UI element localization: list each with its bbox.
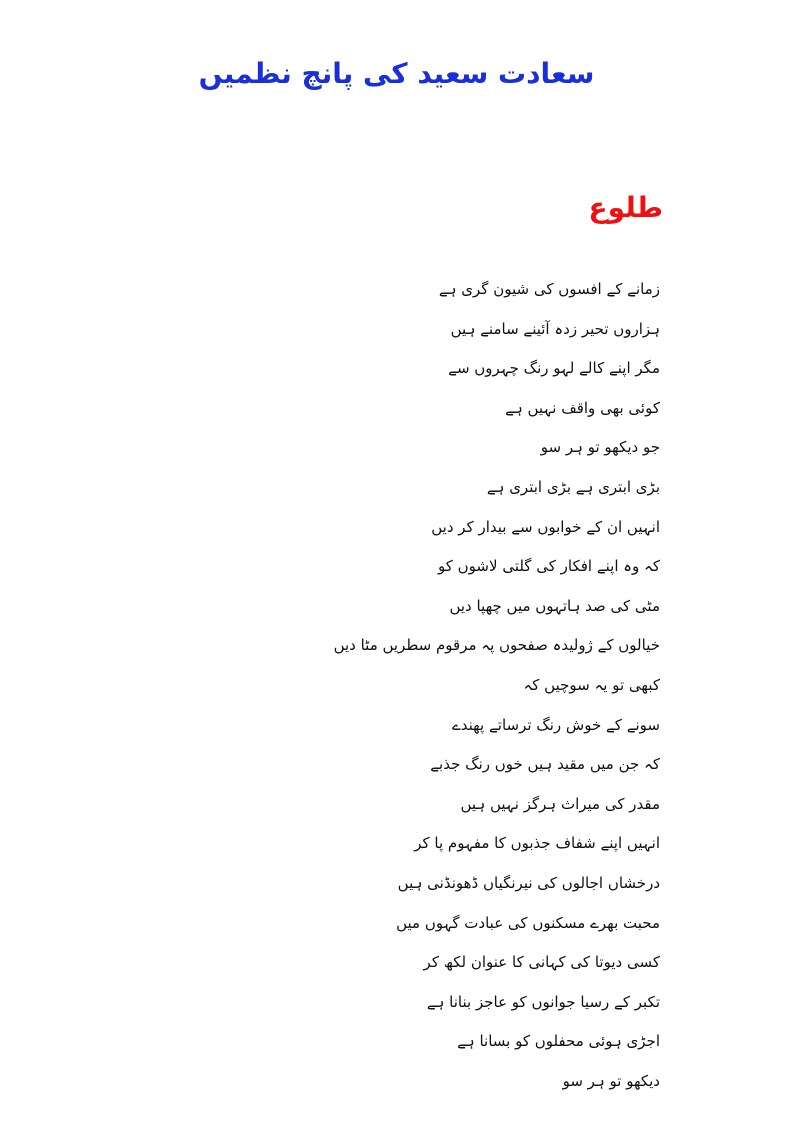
poem-verse: کہ وہ اپنے افکار کی گلتی لاشوں کو	[438, 557, 660, 576]
poem-verse: اجڑی ہوئی محفلوں کو بسانا ہے	[457, 1032, 660, 1051]
poem-verse: خیالوں کے ژولیدہ صفحوں پہ مرقوم سطریں مٹا دیں	[333, 636, 660, 655]
poem-verse: کوئی بھی واقف نہیں ہے	[505, 398, 660, 417]
poem-verse: انہیں اپنے شفاف جذبوں کا مفہوم پا کر	[414, 834, 660, 853]
poem-verse: سونے کے خوش رنگ ترساتے پھندے	[451, 715, 660, 734]
poem-verse: مقدر کی میراث ہرگز نہیں ہیں	[460, 794, 660, 813]
poem-verse: جو دیکھو تو ہر سو	[540, 438, 660, 457]
book-title: سعادت سعید کی پانچ نظمیں	[198, 57, 595, 90]
poem-verse: محبت بھرے مسکنوں کی عبادت گہوں میں	[396, 913, 660, 932]
poem-verse: تکبر کے رسیا جوانوں کو عاجز بنانا ہے	[426, 992, 660, 1011]
poem-verse: کبھی تو یہ سوچیں کہ	[523, 675, 660, 694]
poem-verse: کہ جن میں مقید ہیں خوں رنگ جذبے	[430, 755, 660, 774]
poem-verse: ہزاروں تحیر زدہ آئینے سامنے ہیں	[450, 319, 660, 338]
poem-verses	[240, 270, 660, 1101]
poem-title: طلوع	[588, 191, 663, 224]
poem-verse: زمانے کے افسوں کی شیون گری ہے	[438, 280, 660, 298]
poem-verse: دیکھو تو ہر سو	[562, 1071, 660, 1090]
poem-verse: کسی دیوتا کی کہانی کا عنوان لکھ کر	[423, 953, 660, 972]
poem-verse: بڑی ابتری ہے بڑی ابتری ہے	[486, 477, 660, 496]
poem-verse: درخشاں اجالوں کی نیرنگیاں ڈھونڈنی ہیں	[397, 873, 660, 892]
poem-verse: مٹی کی صد ہاتہوں میں چھپا دیں	[449, 596, 660, 615]
poem-verse: انہیں ان کے خوابوں سے بیدار کر دیں	[431, 517, 660, 536]
poem-verse: مگر اپنے کالے لہو رنگ چہروں سے	[448, 359, 660, 378]
